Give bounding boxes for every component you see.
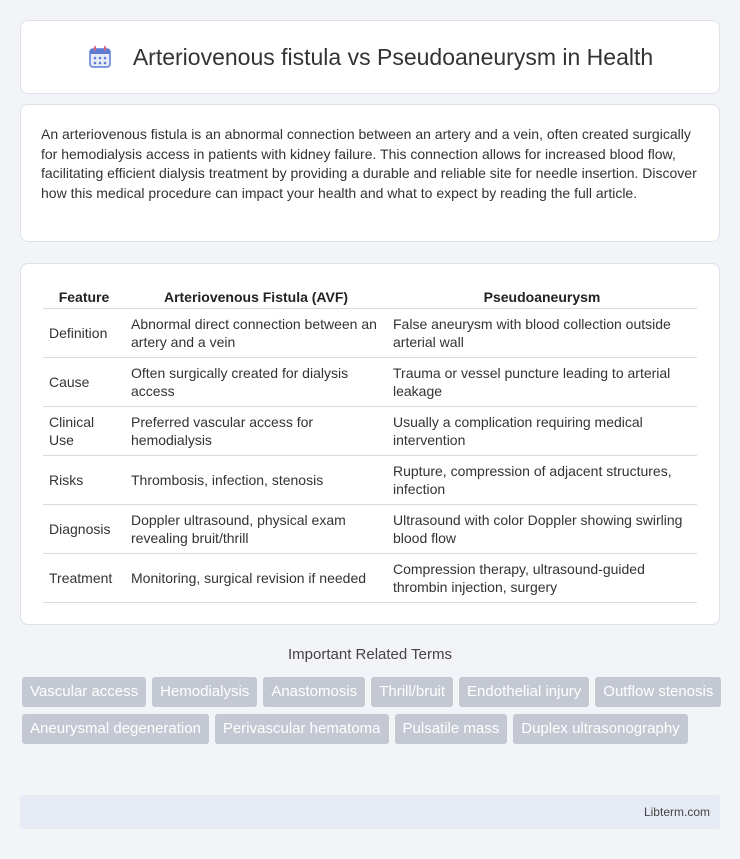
term-tag[interactable]: Thrill/bruit bbox=[371, 677, 453, 707]
table-row bbox=[43, 309, 697, 358]
term-tag[interactable]: Aneurysmal degeneration bbox=[22, 714, 209, 744]
footer bbox=[20, 795, 720, 829]
feature-cell: Definition bbox=[43, 309, 125, 358]
header-pseudoaneurysm: Pseudoaneurysm bbox=[387, 284, 697, 309]
term-tag[interactable]: Perivascular hematoma bbox=[215, 714, 389, 744]
table-row bbox=[43, 358, 697, 407]
table-row bbox=[43, 505, 697, 554]
feature-cell: Treatment bbox=[43, 554, 125, 603]
avf-cell: Monitoring, surgical revision if needed bbox=[125, 554, 387, 603]
pseudoaneurysm-cell: Rupture, compression of adjacent structures, infection bbox=[387, 456, 697, 505]
feature-cell: Risks bbox=[43, 456, 125, 505]
feature-cell: Clinical Use bbox=[43, 407, 125, 456]
intro-text: An arteriovenous fistula is an abnormal connection between an artery and a vein, often created surgically for hemodialysis access in patients with kidney failure. This connection allows for increased blood flow, facilitating efficient dialysis treatment by providing a durable and reliable site for needle insertion. Discover how this medical procedure can impact your health and what to expect by reading the full article. bbox=[41, 126, 697, 201]
table-row bbox=[43, 407, 697, 456]
calendar-icon bbox=[87, 44, 113, 70]
term-tag[interactable]: Endothelial injury bbox=[459, 677, 589, 707]
header-card bbox=[20, 20, 720, 94]
header-avf: Arteriovenous Fistula (AVF) bbox=[125, 284, 387, 309]
term-tag[interactable]: Outflow stenosis bbox=[595, 677, 721, 707]
term-tag[interactable]: Pulsatile mass bbox=[395, 714, 508, 744]
related-terms-title: Important Related Terms bbox=[288, 646, 452, 663]
pseudoaneurysm-cell: False aneurysm with blood collection outside arterial wall bbox=[387, 309, 697, 358]
table-row bbox=[43, 456, 697, 505]
avf-cell: Abnormal direct connection between an artery and a vein bbox=[125, 309, 387, 358]
footer-site-link[interactable]: Libterm.com bbox=[643, 805, 710, 819]
pseudoaneurysm-cell: Trauma or vessel puncture leading to arterial leakage bbox=[387, 358, 697, 407]
intro-card bbox=[20, 104, 720, 242]
pseudoaneurysm-cell: Compression therapy, ultrasound-guided thrombin injection, surgery bbox=[387, 554, 697, 603]
pseudoaneurysm-cell: Ultrasound with color Doppler showing swirling blood flow bbox=[387, 505, 697, 554]
table-header-row bbox=[43, 284, 697, 309]
term-tag[interactable]: Anastomosis bbox=[263, 677, 365, 707]
term-tag[interactable]: Vascular access bbox=[22, 677, 146, 707]
comparison-card bbox=[20, 263, 720, 625]
avf-cell: Thrombosis, infection, stenosis bbox=[125, 456, 387, 505]
term-tag[interactable]: Hemodialysis bbox=[152, 677, 257, 707]
table-row bbox=[43, 554, 697, 603]
page-title: Arteriovenous fistula vs Pseudoaneurysm in Health bbox=[132, 43, 654, 70]
avf-cell: Often surgically created for dialysis access bbox=[125, 358, 387, 407]
feature-cell: Cause bbox=[43, 358, 125, 407]
avf-cell: Preferred vascular access for hemodialysis bbox=[125, 407, 387, 456]
feature-cell: Diagnosis bbox=[43, 505, 125, 554]
avf-cell: Doppler ultrasound, physical exam revealing bruit/thrill bbox=[125, 505, 387, 554]
header-feature: Feature bbox=[43, 284, 125, 309]
pseudoaneurysm-cell: Usually a complication requiring medical intervention bbox=[387, 407, 697, 456]
term-tag[interactable]: Duplex ultrasonography bbox=[513, 714, 687, 744]
comparison-table bbox=[43, 284, 697, 603]
related-terms-list bbox=[22, 677, 722, 744]
